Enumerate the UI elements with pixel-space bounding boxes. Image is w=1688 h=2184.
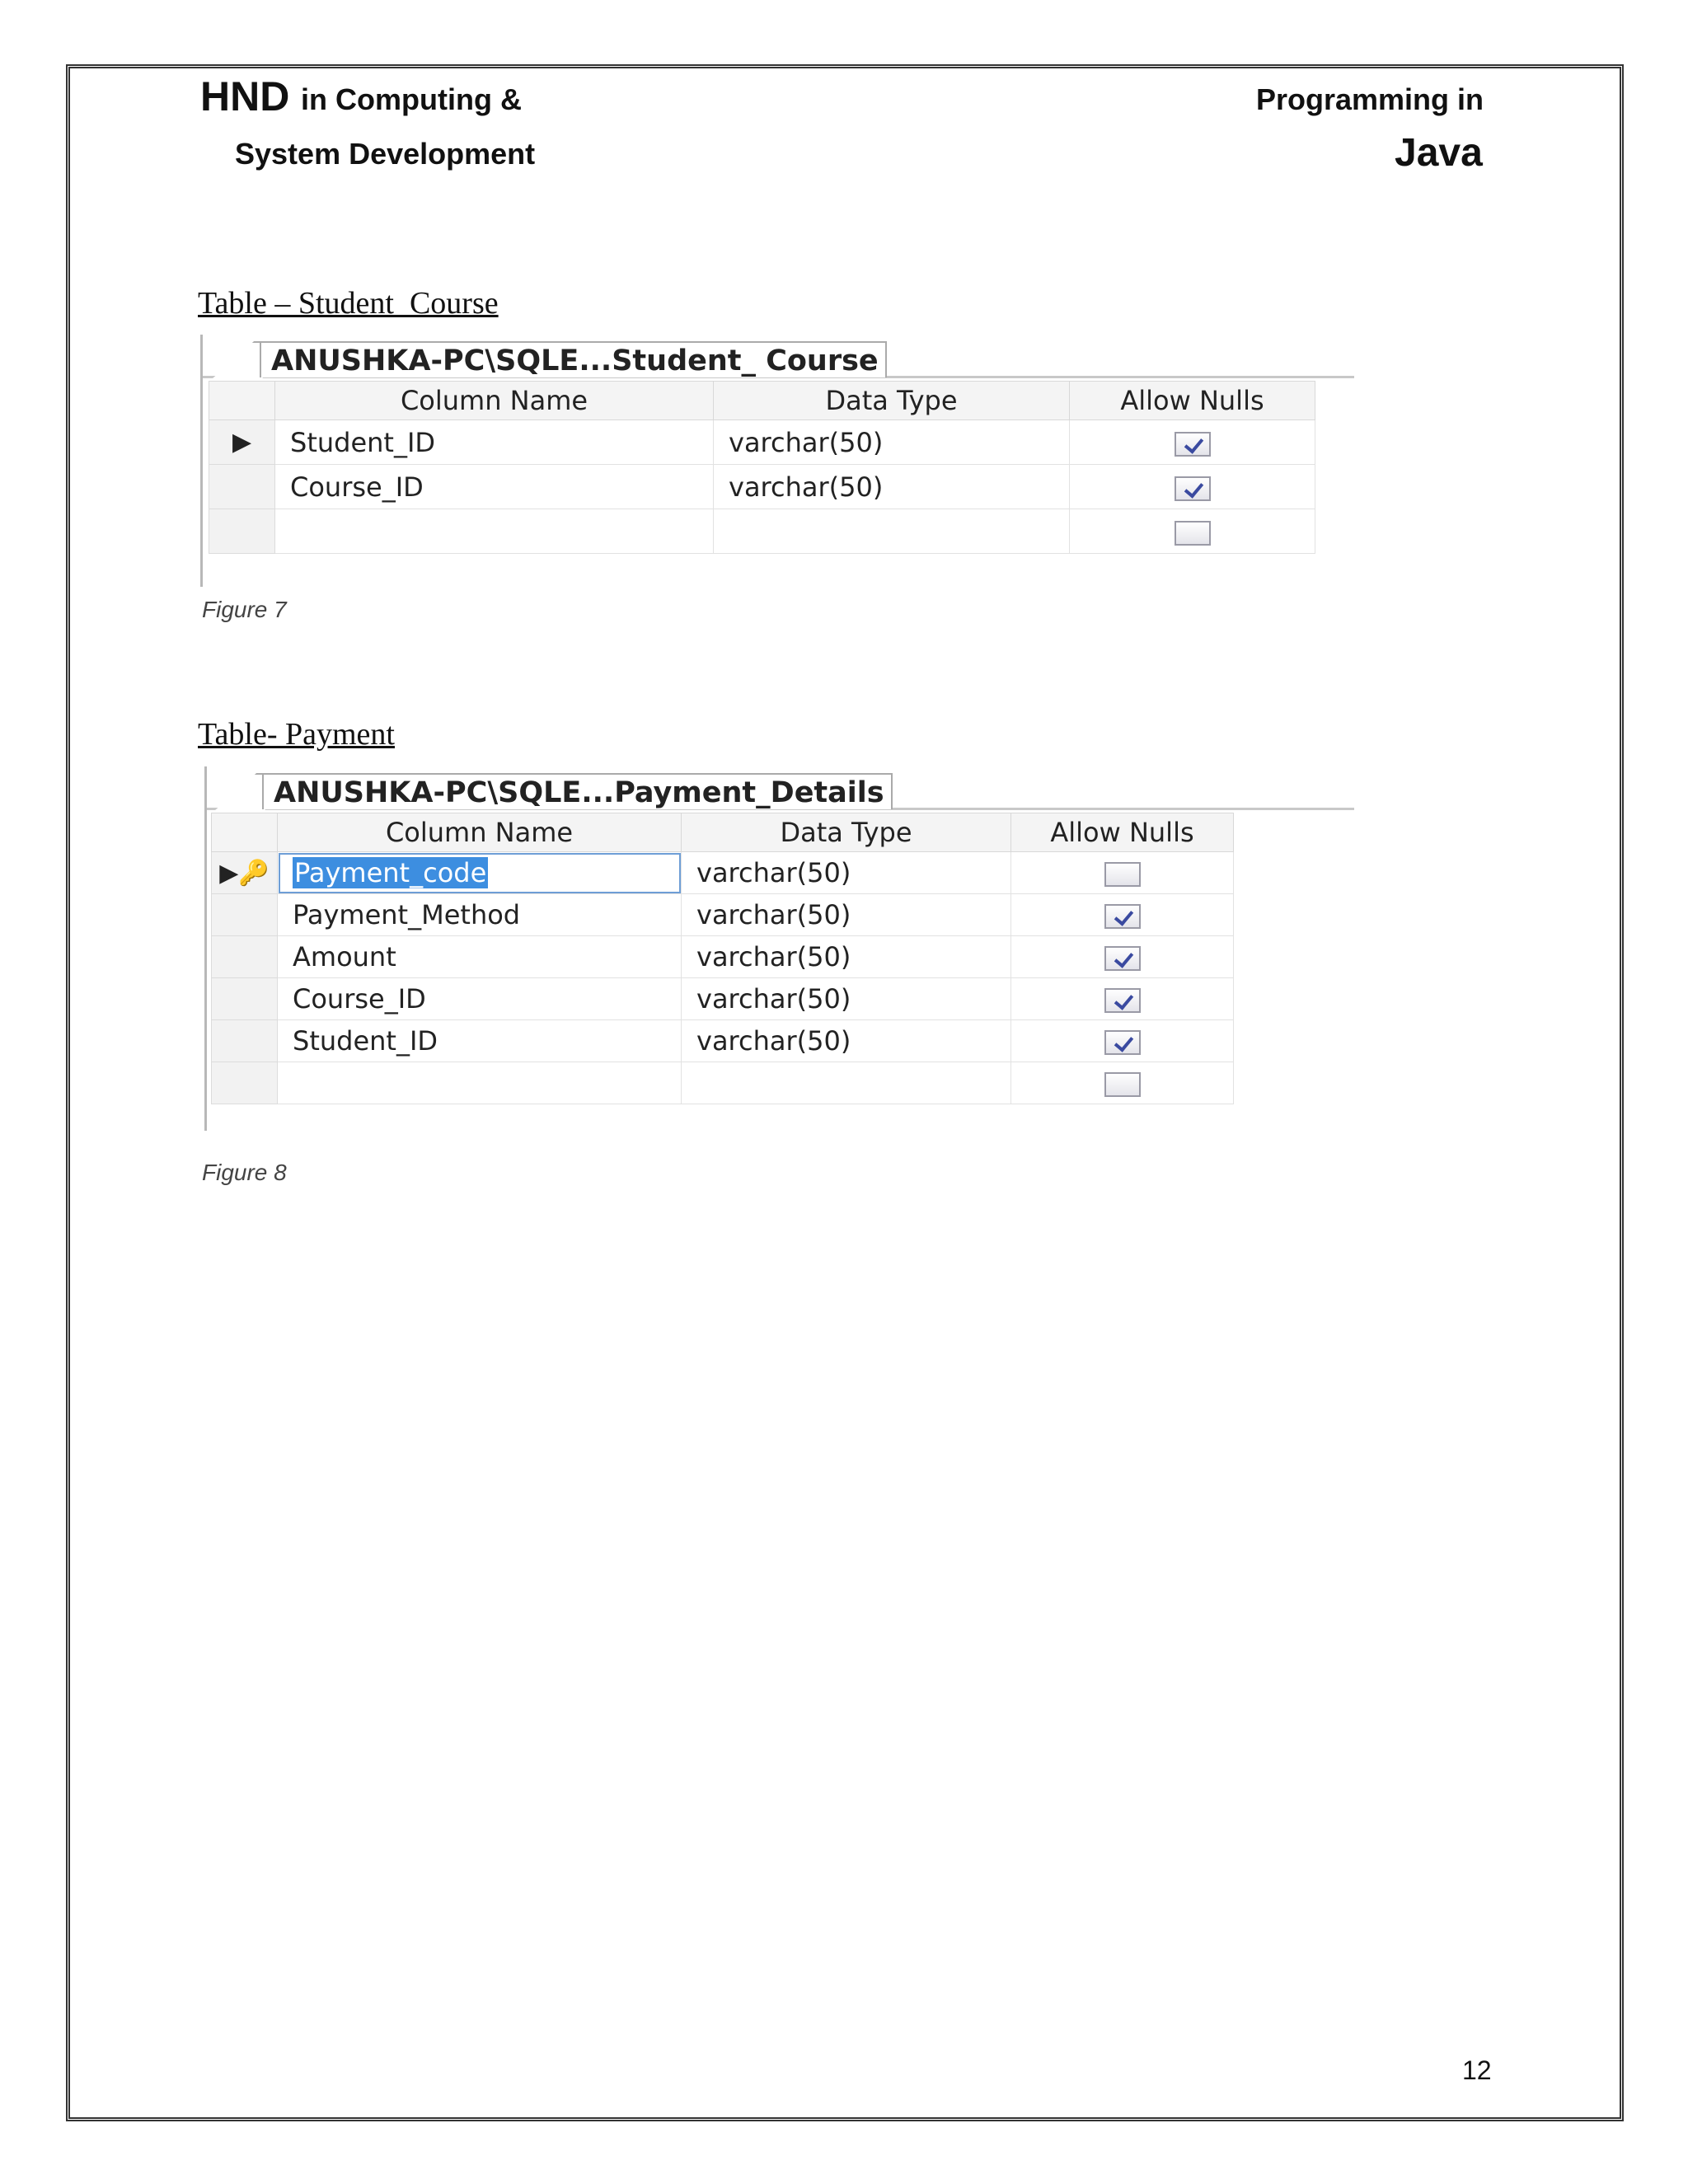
row-selector[interactable] xyxy=(212,978,278,1020)
header-subject: in Computing & xyxy=(301,82,522,116)
header-module: Programming in xyxy=(1256,82,1484,116)
data-type-cell[interactable]: varchar(50) xyxy=(682,1020,1011,1062)
allow-nulls-checkbox[interactable] xyxy=(1104,946,1141,971)
row-selector[interactable] xyxy=(212,936,278,978)
allow-nulls-checkbox[interactable] xyxy=(1104,862,1141,887)
column-name-cell[interactable]: Course_ID xyxy=(278,978,682,1020)
table-row[interactable] xyxy=(209,420,1315,465)
designer-tab[interactable]: ANUSHKA-PC\SQLE...Payment_Details xyxy=(262,773,893,809)
figure-caption-8: Figure 8 xyxy=(202,1160,287,1185)
table-row-empty[interactable] xyxy=(212,1062,1234,1104)
data-type-cell[interactable]: varchar(50) xyxy=(714,465,1070,509)
column-grid xyxy=(209,381,1315,554)
column-header-nulls[interactable]: Allow Nulls xyxy=(1070,382,1315,420)
selected-text: Payment_code xyxy=(294,857,487,888)
column-header-nulls[interactable]: Allow Nulls xyxy=(1011,813,1234,852)
table-row[interactable] xyxy=(212,894,1234,936)
allow-nulls-checkbox[interactable] xyxy=(1175,476,1211,501)
column-name-cell-selected[interactable] xyxy=(278,852,682,894)
column-header-name[interactable]: Column Name xyxy=(278,813,682,852)
row-selector-primary-key[interactable]: ▶🔑 xyxy=(212,852,278,894)
row-selector[interactable] xyxy=(209,509,275,554)
data-type-cell[interactable]: varchar(50) xyxy=(682,978,1011,1020)
column-name-cell[interactable] xyxy=(275,509,714,554)
row-selector[interactable] xyxy=(209,465,275,509)
data-type-cell[interactable]: varchar(50) xyxy=(714,420,1070,465)
row-selector-current[interactable]: ▶ xyxy=(209,420,275,465)
column-name-cell[interactable]: Payment_Method xyxy=(278,894,682,936)
data-type-cell[interactable]: varchar(50) xyxy=(682,894,1011,936)
table-row[interactable] xyxy=(212,852,1234,894)
header-module-language: Java xyxy=(1395,131,1483,175)
selector-header xyxy=(212,813,278,852)
allow-nulls-checkbox[interactable] xyxy=(1104,1030,1141,1055)
column-header-name[interactable]: Column Name xyxy=(275,382,714,420)
row-selector[interactable] xyxy=(212,894,278,936)
header-hnd: HND xyxy=(200,73,290,120)
allow-nulls-checkbox[interactable] xyxy=(1104,904,1141,929)
designer-tab[interactable]: ANUSHKA-PC\SQLE...Student_ Course xyxy=(260,341,887,377)
data-type-cell[interactable]: varchar(50) xyxy=(682,852,1011,894)
table-heading-student-course: Table – Student_Course xyxy=(198,286,499,321)
column-name-cell[interactable]: Course_ID xyxy=(275,465,714,509)
figure-caption-7: Figure 7 xyxy=(202,597,287,622)
allow-nulls-checkbox[interactable] xyxy=(1175,432,1211,457)
table-row[interactable] xyxy=(212,1020,1234,1062)
page-number: 12 xyxy=(1462,2055,1492,2085)
column-header-type[interactable]: Data Type xyxy=(714,382,1070,420)
column-name-cell[interactable]: Amount xyxy=(278,936,682,978)
column-grid xyxy=(211,813,1234,1104)
table-row[interactable] xyxy=(209,465,1315,509)
table-row-empty[interactable] xyxy=(209,509,1315,554)
header-program: System Development xyxy=(235,137,536,171)
table-designer-student-course xyxy=(200,335,1354,587)
column-name-cell[interactable]: Student_ID xyxy=(278,1020,682,1062)
column-name-cell[interactable]: Student_ID xyxy=(275,420,714,465)
data-type-cell[interactable]: varchar(50) xyxy=(682,936,1011,978)
allow-nulls-checkbox[interactable] xyxy=(1175,521,1211,546)
row-selector[interactable] xyxy=(212,1020,278,1062)
column-header-type[interactable]: Data Type xyxy=(682,813,1011,852)
selector-header xyxy=(209,382,275,420)
data-type-cell[interactable] xyxy=(682,1062,1011,1104)
allow-nulls-checkbox[interactable] xyxy=(1104,1072,1141,1097)
column-name-cell[interactable] xyxy=(278,1062,682,1104)
row-selector[interactable] xyxy=(212,1062,278,1104)
table-row[interactable] xyxy=(212,978,1234,1020)
table-designer-payment xyxy=(204,766,1354,1131)
allow-nulls-checkbox[interactable] xyxy=(1104,988,1141,1013)
table-row[interactable] xyxy=(212,936,1234,978)
table-heading-payment: Table- Payment xyxy=(198,717,395,752)
data-type-cell[interactable] xyxy=(714,509,1070,554)
